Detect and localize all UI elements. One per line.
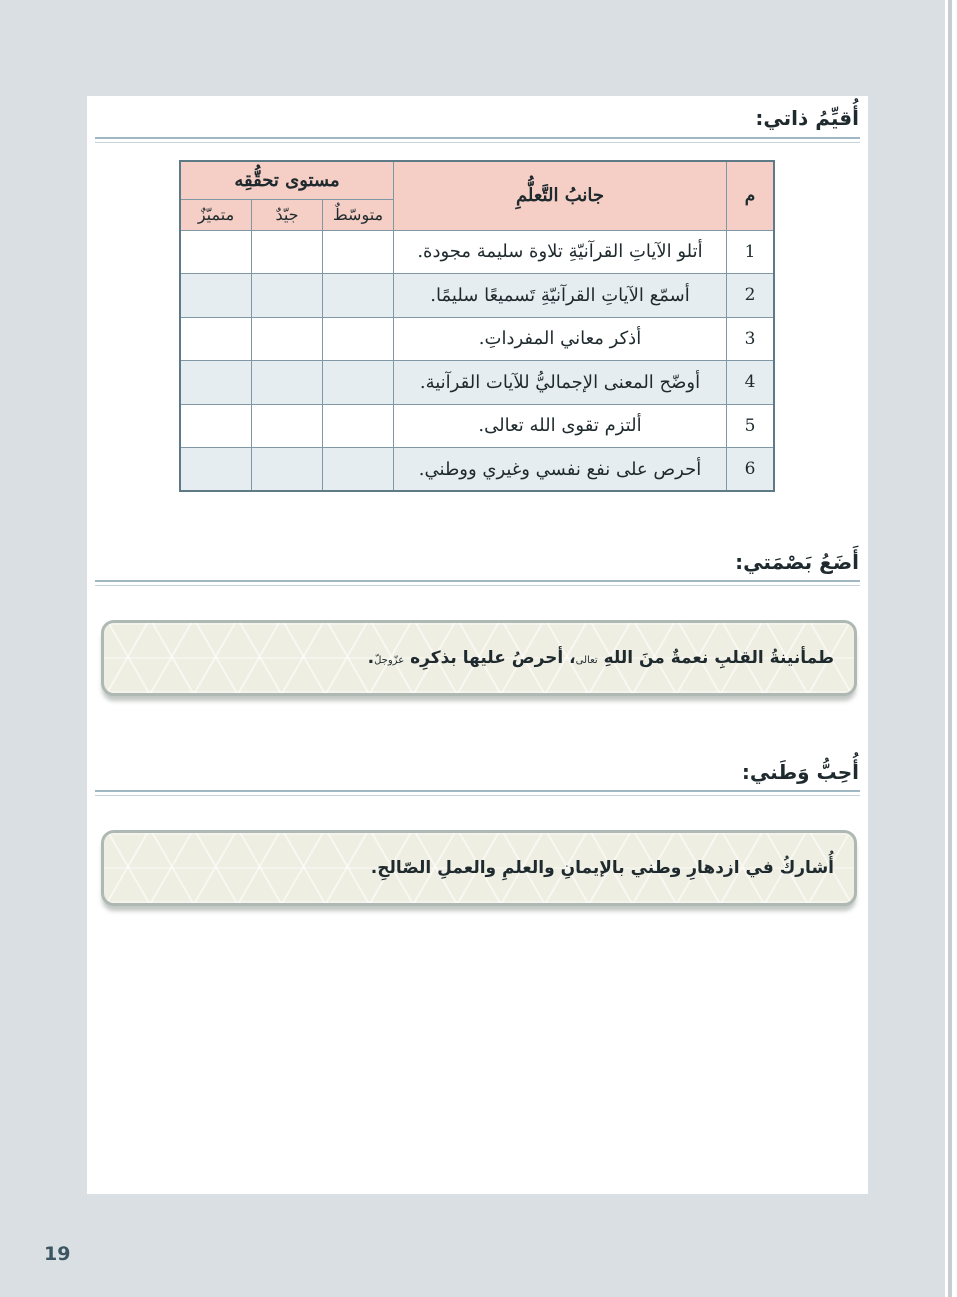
table-row [180,317,774,361]
honorific-tala: تعالى [575,655,598,666]
cell-level-good[interactable] [252,274,323,318]
self-assessment-rule [95,137,860,143]
row-number: 6 [727,448,775,492]
cell-level-average[interactable] [323,230,394,274]
homeland-heading: أُحِبُّ وَطَني: [741,760,859,784]
row-number: 3 [727,317,775,361]
imprint-rule [95,580,860,586]
cell-level-good[interactable] [252,448,323,492]
cell-level-excellent[interactable] [180,317,252,361]
cell-level-good[interactable] [252,317,323,361]
row-aspect: أوضّح المعنى الإجماليُّ للآيات القرآنية. [394,361,727,405]
imprint-text [368,623,834,693]
header-number: م [727,161,775,230]
row-number: 5 [727,404,775,448]
row-aspect: أسمّع الآياتِ القرآنيّةِ تَسميعًا سليمًا. [394,274,727,318]
row-number: 2 [727,274,775,318]
imprint-text-end: . [367,648,375,668]
homeland-box [101,830,857,906]
cell-level-average[interactable] [323,404,394,448]
cell-level-average[interactable] [323,317,394,361]
homeland-rule [95,790,860,796]
header-learning-aspect: جانبُ التَّعلُّمِ [394,161,727,230]
cell-level-excellent[interactable] [180,274,252,318]
imprint-heading: أَضَعُ بَصْمَتي: [735,550,859,574]
cell-level-excellent[interactable] [180,361,252,405]
row-aspect: أذكر معاني المفرداتِ. [394,317,727,361]
cell-level-average[interactable] [323,448,394,492]
table-row [180,448,774,492]
header-level-average: متوسّطٌ [323,199,394,230]
self-assessment-heading: أُقيِّمُ ذاتي: [755,106,859,130]
cell-level-average[interactable] [323,361,394,405]
cell-level-good[interactable] [252,230,323,274]
worksheet-page [87,96,868,1194]
homeland-text: أُشاركُ في ازدهارِ وطني بالإيمانِ والعلمِ والعملِ الصّالحِ. [370,858,834,878]
imprint-box [101,620,857,696]
imprint-text-main: طمأنينةُ القلبِ نعمةٌ منَ اللهِ [603,648,834,668]
imprint-text-mid: ، أحرصُ عليها بذكرِه [410,648,576,668]
self-assessment-table [179,160,775,492]
table-row [180,274,774,318]
table-row [180,361,774,405]
row-number: 1 [727,230,775,274]
honorific-azza-wajal: عزّوجلّ [374,655,405,666]
cell-level-excellent[interactable] [180,230,252,274]
header-level-good: جيّدٌ [252,199,323,230]
row-aspect: ألتزم تقوى الله تعالى. [394,404,727,448]
page-number: 19 [44,1243,71,1265]
row-aspect: أحرص على نفع نفسي وغيري ووطني. [394,448,727,492]
header-achievement-level: مستوى تحقُّقِه [180,161,394,199]
cell-level-good[interactable] [252,404,323,448]
cell-level-excellent[interactable] [180,448,252,492]
header-level-excellent: متميّزٌ [180,199,252,230]
cell-level-excellent[interactable] [180,404,252,448]
cell-level-average[interactable] [323,274,394,318]
page-edge-line [948,0,952,1297]
row-number: 4 [727,361,775,405]
cell-level-good[interactable] [252,361,323,405]
table-row [180,404,774,448]
table-row [180,230,774,274]
row-aspect: أتلو الآياتِ القرآنيّةِ تلاوة سليمة مجودة. [394,230,727,274]
